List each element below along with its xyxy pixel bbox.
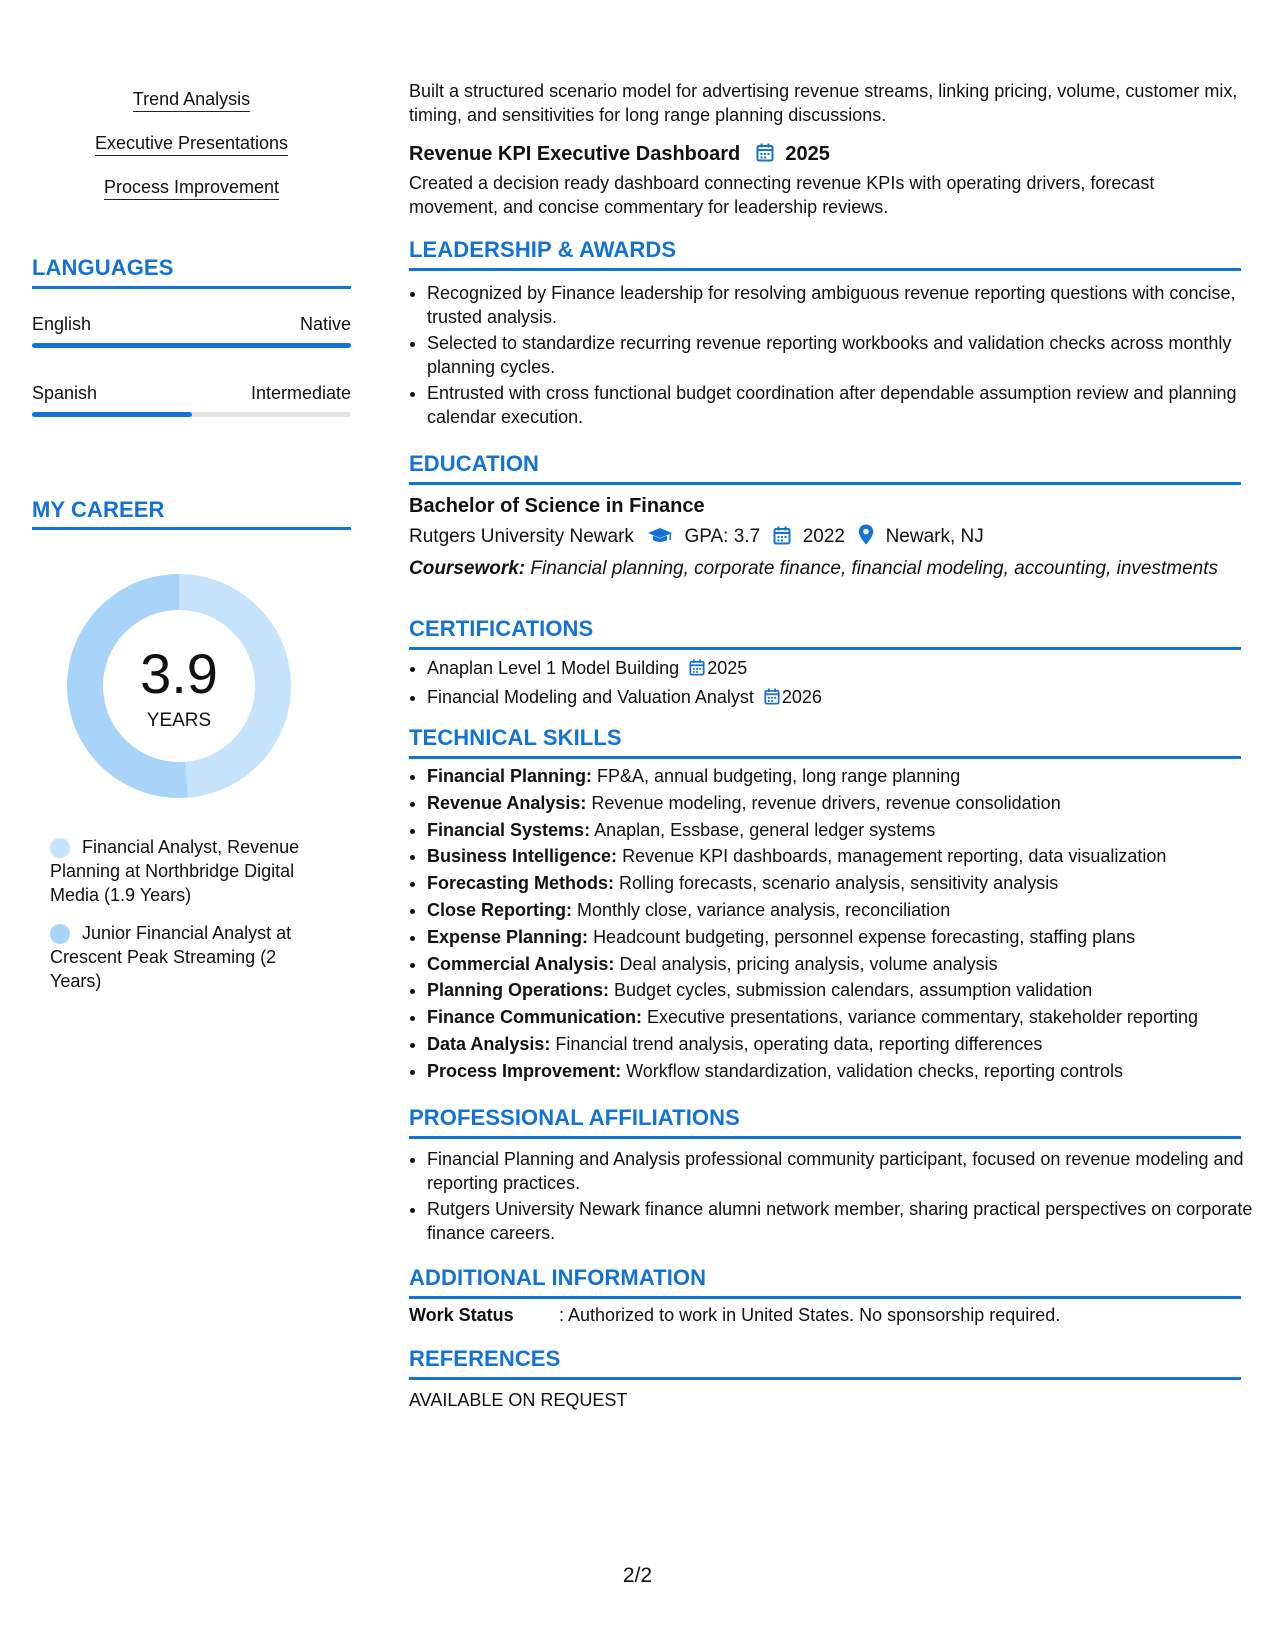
coursework-label: Coursework: — [409, 558, 526, 579]
career-donut-chart — [67, 574, 291, 798]
degree-title: Bachelor of Science in Finance — [409, 495, 705, 517]
work-status-row — [409, 1303, 1060, 1327]
school-location: Newark, NJ — [885, 526, 984, 547]
section-rule — [409, 1377, 1241, 1380]
education-meta — [409, 524, 984, 553]
list-item: • Selected to standardize recurring revenue reporting workbooks and validation checks across monthly planning cycles. — [427, 331, 1259, 379]
technical-skill-item — [427, 1058, 1259, 1085]
school-name: Rutgers University Newark — [409, 526, 634, 547]
technical-skill-item — [427, 790, 1259, 817]
technical-skill-value: Financial trend analysis, operating data, reporting differences — [555, 1033, 1043, 1054]
certification-year: 2026 — [781, 686, 822, 707]
technical-skill-item — [427, 763, 1259, 790]
technical-skill-value: Revenue KPI dashboards, management reporting, data visualization — [622, 846, 1167, 867]
language-proficiency-fill — [32, 412, 192, 417]
project-title-row — [409, 141, 830, 169]
technical-skill-label: Process Improvement: — [427, 1060, 622, 1081]
technical-skill-label: Data Analysis: — [427, 1033, 551, 1054]
technical-skill-label: Forecasting Methods: — [427, 873, 615, 894]
calendar-icon — [689, 657, 705, 684]
skill-tag — [32, 175, 351, 199]
certification-name: Anaplan Level 1 Model Building — [427, 658, 680, 678]
career-total-years: 3.9 — [140, 642, 218, 705]
career-legend-text: Financial Analyst, Revenue Planning at Northbridge Digital Media (1.9 Years) — [50, 837, 300, 905]
career-years-label: YEARS — [146, 710, 212, 731]
calendar-icon — [773, 526, 791, 553]
coursework — [409, 557, 1241, 581]
list-item: • Entrusted with cross functional budget coordination after dependable assumption review and planning calendar execution. — [427, 381, 1259, 429]
certification-item — [427, 684, 1259, 713]
section-rule — [409, 268, 1241, 271]
technical-skill-label: Business Intelligence: — [427, 846, 618, 867]
technical-skill-item — [427, 1004, 1259, 1031]
legend-dot — [50, 838, 70, 858]
education-heading: EDUCATION — [409, 451, 540, 476]
technical-skill-value: Revenue modeling, revenue drivers, revenue consolidation — [591, 792, 1061, 813]
certifications-heading: CERTIFICATIONS — [409, 616, 594, 641]
language-name: Spanish — [32, 383, 98, 403]
technical-skill-value: Deal analysis, pricing analysis, volume analysis — [619, 953, 998, 974]
technical-skill-value: Workflow standardization, validation checks, reporting controls — [626, 1060, 1124, 1081]
leadership-list — [409, 281, 1259, 431]
language-proficiency-bar — [32, 412, 351, 417]
skill-tag — [32, 87, 351, 111]
section-rule — [409, 756, 1241, 759]
references-text: AVAILABLE ON REQUEST — [409, 1390, 628, 1410]
list-item: • Recognized by Finance leadership for resolving ambiguous revenue reporting questions with concise, trusted analysis. — [427, 281, 1259, 329]
technical-skill-label: Planning Operations: — [427, 980, 610, 1001]
languages-heading: LANGUAGES — [32, 255, 174, 280]
skill-label: Process Improvement — [104, 177, 279, 200]
calendar-icon — [756, 143, 774, 169]
technical-skill-item — [427, 870, 1259, 897]
technical-skill-item — [427, 897, 1259, 924]
technical-skill-label: Revenue Analysis: — [427, 792, 587, 813]
graduation-cap-icon — [647, 527, 673, 553]
certifications-list — [409, 655, 1259, 713]
technical-skill-item — [427, 843, 1259, 870]
technical-skill-item — [427, 977, 1259, 1004]
technical-skill-item — [427, 924, 1259, 951]
section-rule — [32, 286, 351, 289]
certification-name: Financial Modeling and Valuation Analyst — [427, 686, 754, 707]
career-legend-text: Junior Financial Analyst at Crescent Peak Streaming (2 Years) — [50, 923, 292, 991]
affiliations-list — [409, 1147, 1259, 1247]
gpa: GPA: 3.7 — [684, 526, 761, 547]
page-number: 2/2 — [622, 1564, 653, 1587]
technical-skill-value: Executive presentations, variance commentary, stakeholder reporting — [647, 1007, 1198, 1028]
career-heading: MY CAREER — [32, 497, 165, 522]
calendar-icon — [764, 686, 780, 713]
section-rule — [409, 1136, 1241, 1139]
additional-info-heading: ADDITIONAL INFORMATION — [409, 1265, 707, 1290]
technical-skill-value: Anaplan, Essbase, general ledger systems — [594, 819, 936, 840]
technical-skill-label: Expense Planning: — [427, 926, 589, 947]
language-proficiency-fill — [32, 343, 351, 348]
technical-skill-label: Finance Communication: — [427, 1007, 643, 1028]
legend-dot — [50, 924, 70, 944]
technical-skill-value: FP&A, annual budgeting, long range planning — [597, 766, 961, 786]
work-status-key: Work Status — [409, 1305, 514, 1325]
technical-skill-value: Rolling forecasts, scenario analysis, sensitivity analysis — [619, 873, 1059, 894]
technical-skill-label: Financial Systems: — [427, 819, 591, 840]
leadership-heading: LEADERSHIP & AWARDS — [409, 237, 677, 262]
skill-tag — [32, 131, 351, 155]
location-pin-icon — [858, 524, 874, 553]
list-item: • Financial Planning and Analysis professional community participant, focused on revenue modeling and reporting practices. — [427, 1147, 1259, 1195]
section-rule — [409, 482, 1241, 485]
career-legend-item — [50, 921, 330, 993]
language-level: Intermediate — [250, 383, 351, 403]
language-name: English — [32, 314, 92, 334]
technical-skill-label: Close Reporting: — [427, 899, 573, 920]
project-description: Created a decision ready dashboard connecting revenue KPIs with operating drivers, forecast movement, and concise commentary for leadership reviews. — [409, 173, 1155, 217]
project-title: Revenue KPI Executive Dashboard — [409, 143, 741, 165]
technical-skill-value: Monthly close, variance analysis, reconciliation — [577, 899, 951, 920]
references-heading: REFERENCES — [409, 1346, 561, 1371]
graduation-year: 2022 — [802, 526, 845, 547]
technical-skills-list — [409, 763, 1259, 1085]
language-proficiency-bar — [32, 343, 351, 348]
coursework-text: Financial planning, corporate finance, financial modeling, accounting, investments — [530, 558, 1218, 579]
technical-skill-value: Budget cycles, submission calendars, assumption validation — [614, 980, 1093, 1001]
technical-skill-item — [427, 1031, 1259, 1058]
technical-skill-value: Headcount budgeting, personnel expense forecasting, staffing plans — [593, 926, 1136, 947]
skill-label: Trend Analysis — [133, 89, 250, 112]
career-legend-item — [50, 835, 330, 907]
list-item: • Rutgers University Newark finance alumni network member, sharing practical perspectives on corporate finance careers. — [427, 1197, 1259, 1245]
affiliations-heading: PROFESSIONAL AFFILIATIONS — [409, 1105, 740, 1130]
work-status-value: : Authorized to work in United States. No sponsorship required. — [559, 1305, 1061, 1325]
technical-skill-label: Financial Planning: — [427, 766, 593, 786]
section-rule — [409, 647, 1241, 650]
language-level: Native — [299, 314, 351, 334]
technical-skill-item — [427, 951, 1259, 978]
certification-year: 2025 — [707, 658, 748, 678]
technical-skill-item — [427, 817, 1259, 844]
technical-skills-heading: TECHNICAL SKILLS — [409, 725, 622, 750]
section-rule — [32, 527, 351, 530]
skill-label: Executive Presentations — [95, 133, 288, 156]
project-description: Built a structured scenario model for advertising revenue streams, linking pricing, volume, customer mix, timing, and sensitivities for long range planning discussions. — [409, 81, 1238, 125]
project-year: 2025 — [785, 143, 830, 165]
certification-item — [427, 655, 1259, 684]
section-rule — [409, 1296, 1241, 1299]
technical-skill-label: Commercial Analysis: — [427, 953, 615, 974]
